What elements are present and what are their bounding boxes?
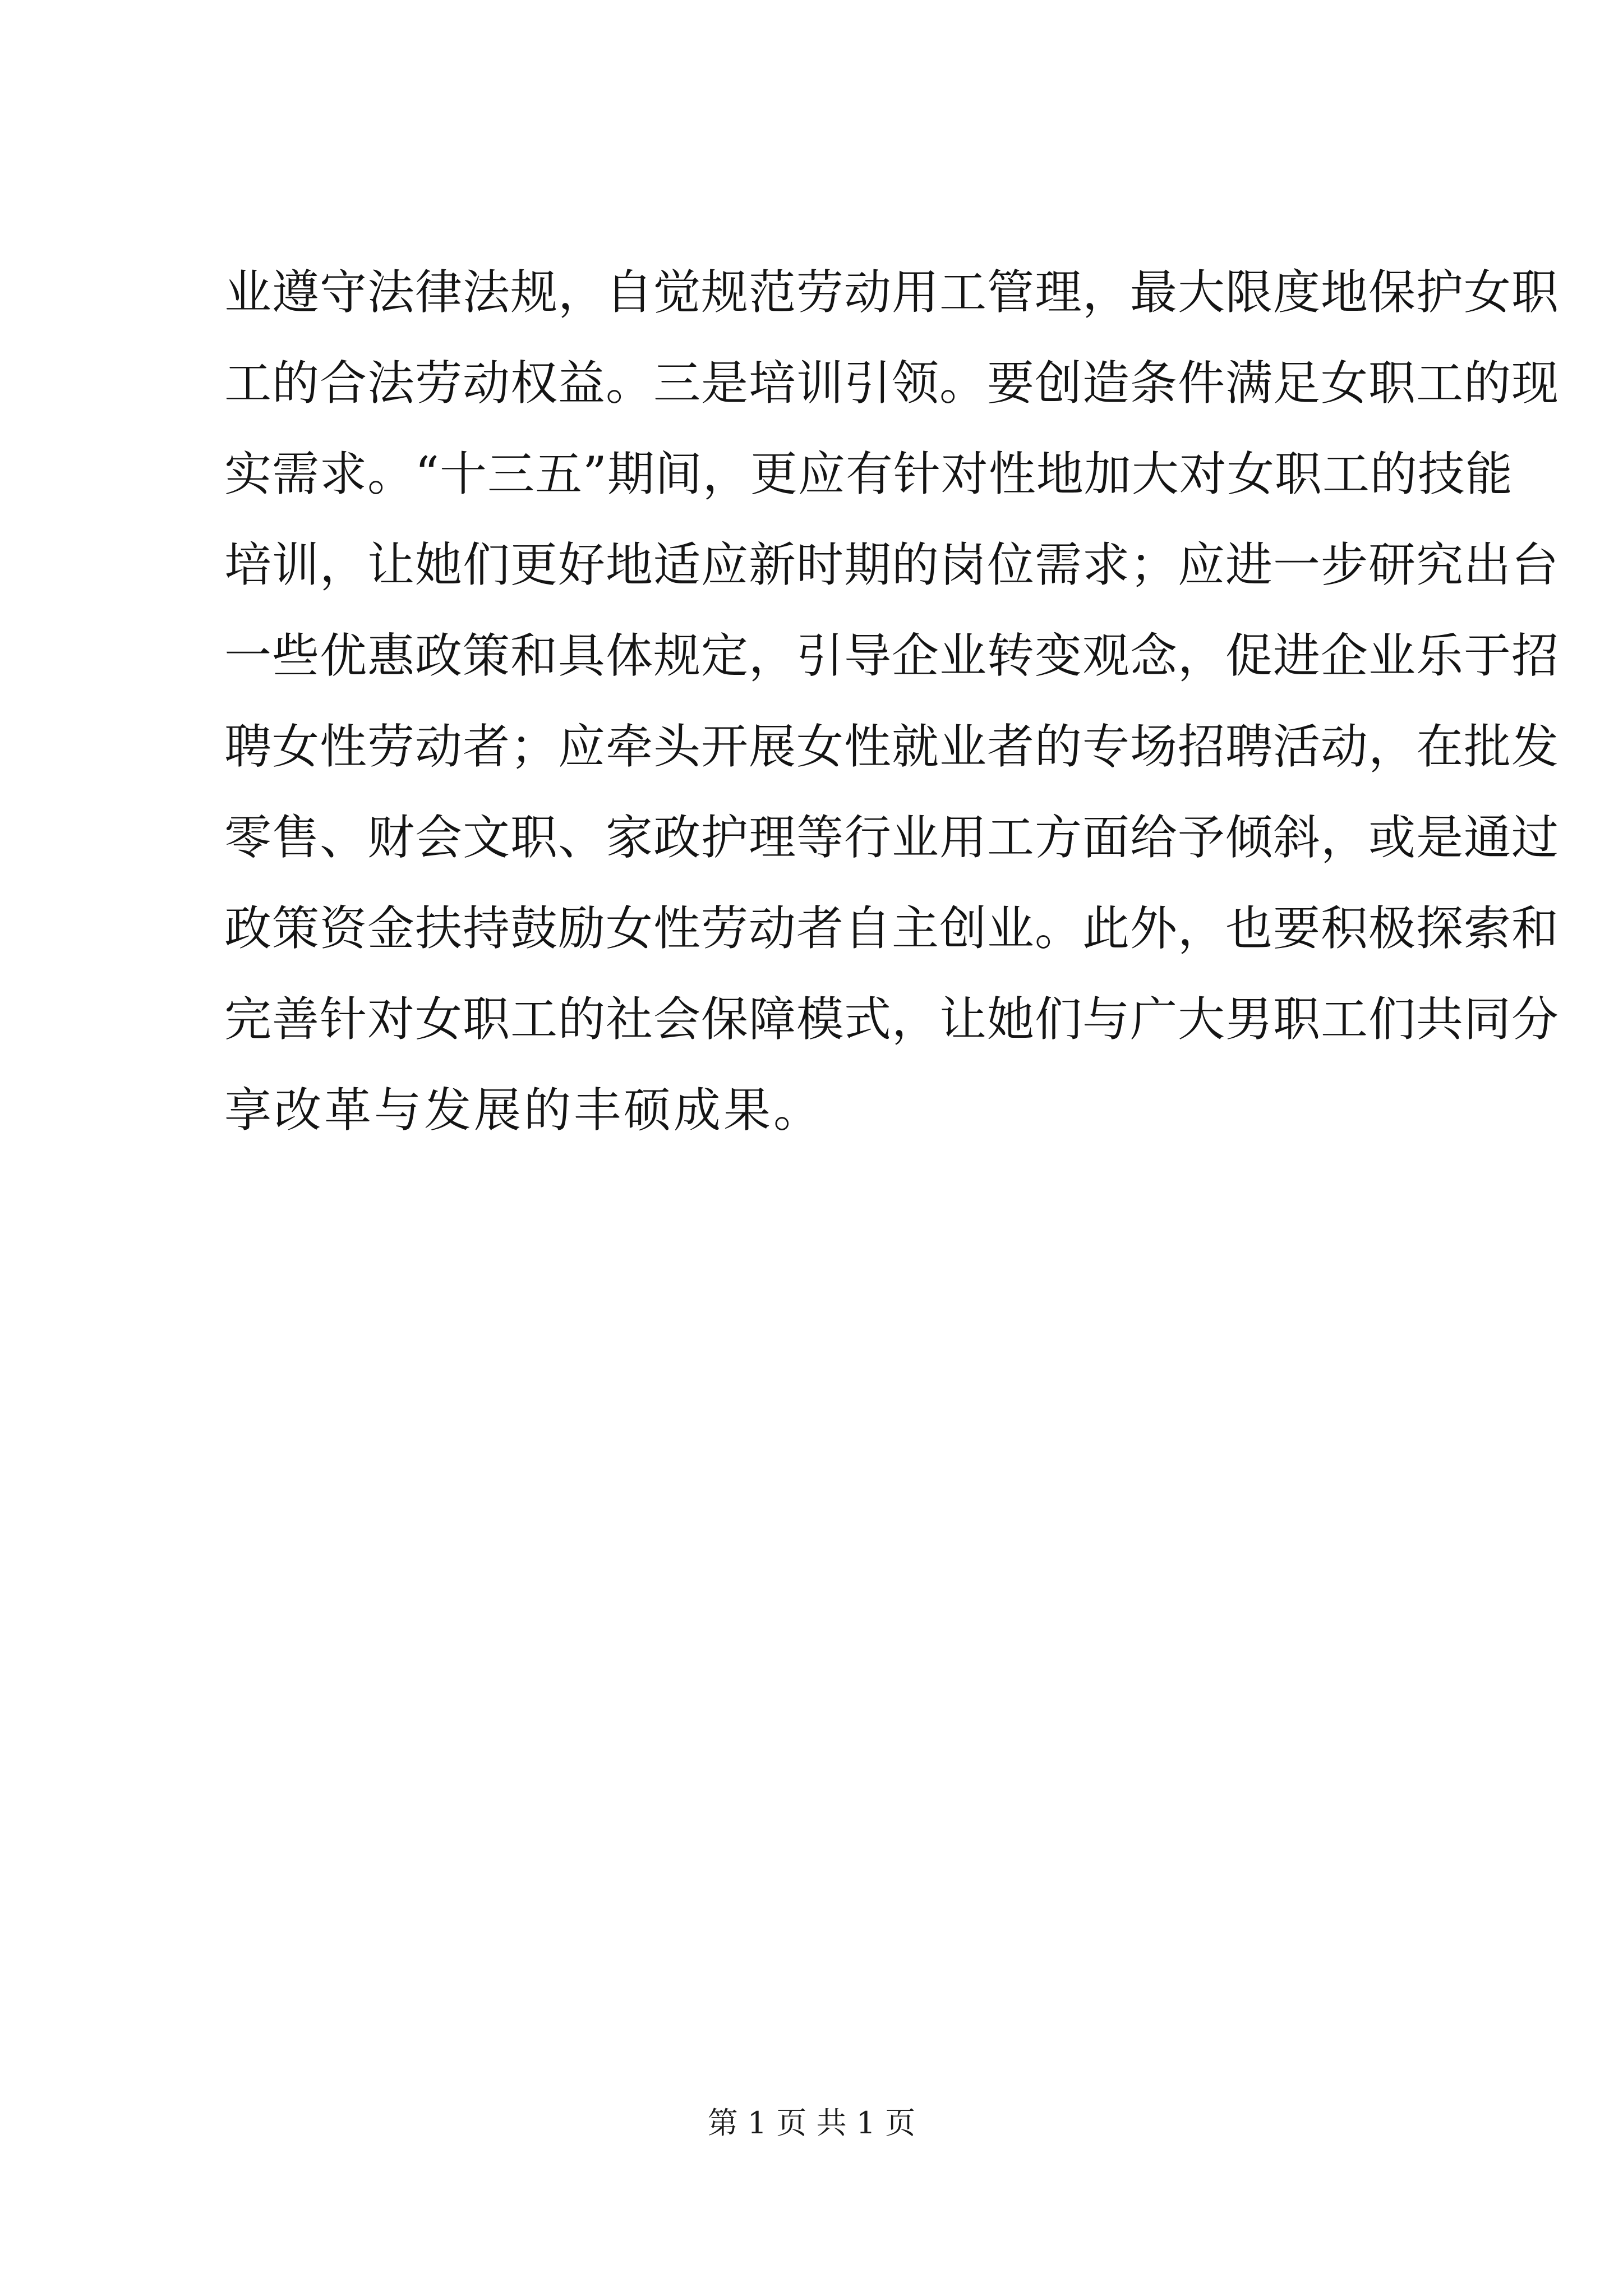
paragraph-line: 零售、财会文职、家政护理等行业用工方面给予倾斜，或是通过	[224, 810, 1560, 865]
paragraph-line: 政策资金扶持鼓励女性劳动者自主创业。此外，也要积极探索和	[224, 901, 1560, 956]
paragraph-line: 享改革与发展的丰硕成果。	[224, 1083, 824, 1138]
page-number-footer: 第 1 页 共 1 页	[707, 2105, 916, 2141]
paragraph-line: 业遵守法律法规，自觉规范劳动用工管理，最大限度地保护女职	[224, 265, 1560, 320]
paragraph-line: 实需求。“十三五”期间，更应有针对性地加大对女职工的技能	[224, 447, 1513, 501]
paragraph-line: 工的合法劳动权益。三是培训引领。要创造条件满足女职工的现	[224, 356, 1560, 411]
paragraph-line: 完善针对女职工的社会保障模式，让她们与广大男职工们共同分	[224, 992, 1560, 1047]
paragraph-line: 聘女性劳动者；应牵头开展女性就业者的专场招聘活动，在批发	[224, 719, 1560, 774]
paragraph-line: 培训，让她们更好地适应新时期的岗位需求；应进一步研究出台	[224, 537, 1560, 592]
paragraph-line: 一些优惠政策和具体规定，引导企业转变观念，促进企业乐于招	[224, 628, 1560, 683]
body-paragraph	[224, 247, 1560, 1156]
